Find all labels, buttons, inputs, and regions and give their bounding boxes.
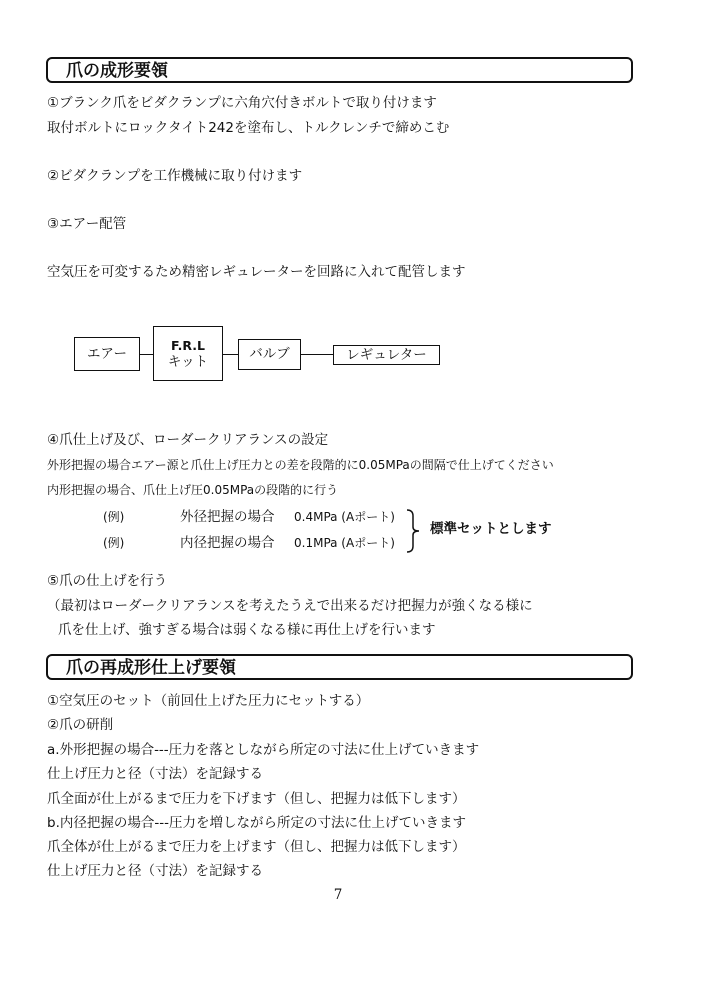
step4-external-grip: 外形把握の場合エアー源と爪仕上げ圧力との差を段階的に0.05MPaの間隔で仕上げてください — [47, 458, 554, 472]
section-heading-forming: 爪の成形要領 — [66, 61, 168, 81]
example-case-internal: 内径把握の場合 — [180, 535, 275, 551]
air-source-box — [74, 337, 140, 371]
valve-label: バルブ — [249, 346, 290, 362]
step3-description: 空気圧を可変するため精密レギュレーターを回路に入れて配管します — [47, 264, 466, 280]
valve-box — [238, 339, 301, 370]
step2-text: ②ビダクランプを工作機械に取り付けます — [47, 168, 303, 184]
step4-text: ④爪仕上げ及び、ローダークリアランスの設定 — [47, 432, 329, 448]
frl-label: F.R.L — [170, 337, 206, 353]
section-heading-reforming: 爪の再成形仕上げ要領 — [66, 658, 236, 678]
page-number: 7 — [333, 887, 343, 903]
curly-brace-icon — [405, 508, 425, 554]
section-heading-box — [46, 654, 633, 680]
reform-line: ②爪の研削 — [47, 717, 114, 733]
example-label: (例) — [103, 536, 125, 550]
example-case-external: 外径把握の場合 — [180, 509, 275, 525]
connector-line — [223, 354, 238, 355]
standard-set-note: 標準セットとします — [430, 521, 552, 537]
connector-line — [301, 354, 333, 355]
step5-line1: （最初はローダークリアランスを考えたうえで出来るだけ把握力が強くなる様に — [47, 598, 533, 614]
step4-internal-grip: 内形把握の場合、爪仕上げ圧0.05MPaの段階的に行う — [47, 483, 339, 497]
reform-line: 爪全面が仕上がるまで圧力を下げます（但し、把握力は低下します） — [47, 791, 466, 807]
reform-line: b.内径把握の場合---圧力を増しながら所定の寸法に仕上げていきます — [47, 815, 466, 831]
regulator-box — [333, 345, 440, 365]
connector-line — [140, 354, 153, 355]
regulator-label: レギュレター — [346, 346, 427, 363]
reform-line: ①空気圧のセット（前回仕上げた圧力にセットする） — [47, 693, 370, 709]
reform-line: 仕上げ圧力と径（寸法）を記録する — [47, 863, 263, 879]
step5-line2: 爪を仕上げ、強すぎる場合は弱くなる様に再仕上げを行います — [58, 622, 436, 638]
reform-line: a.外形把握の場合---圧力を落としながら所定の寸法に仕上げていきます — [47, 742, 480, 758]
step1-line2: 取付ボルトにロックタイト242を塗布し、トルクレンチで締めこむ — [47, 120, 450, 136]
example-label: (例) — [103, 510, 125, 524]
frl-kit-box — [153, 326, 223, 381]
kit-label: キット — [167, 353, 209, 370]
air-source-label: エアー — [86, 345, 128, 362]
step1-line1: ①ブランク爪をビダクランプに六角穴付きボルトで取り付けます — [47, 95, 437, 111]
section-heading-box — [46, 57, 633, 83]
step5-text: ⑤爪の仕上げを行う — [47, 573, 168, 589]
example-value-internal: 0.1MPa (Aポート) — [294, 536, 395, 550]
reform-line: 爪全体が仕上がるまで圧力を上げます（但し、把握力は低下します） — [47, 839, 466, 855]
reform-line: 仕上げ圧力と径（寸法）を記録する — [47, 766, 263, 782]
step3-text: ③エアー配管 — [47, 216, 127, 232]
example-value-external: 0.4MPa (Aポート) — [294, 510, 395, 524]
